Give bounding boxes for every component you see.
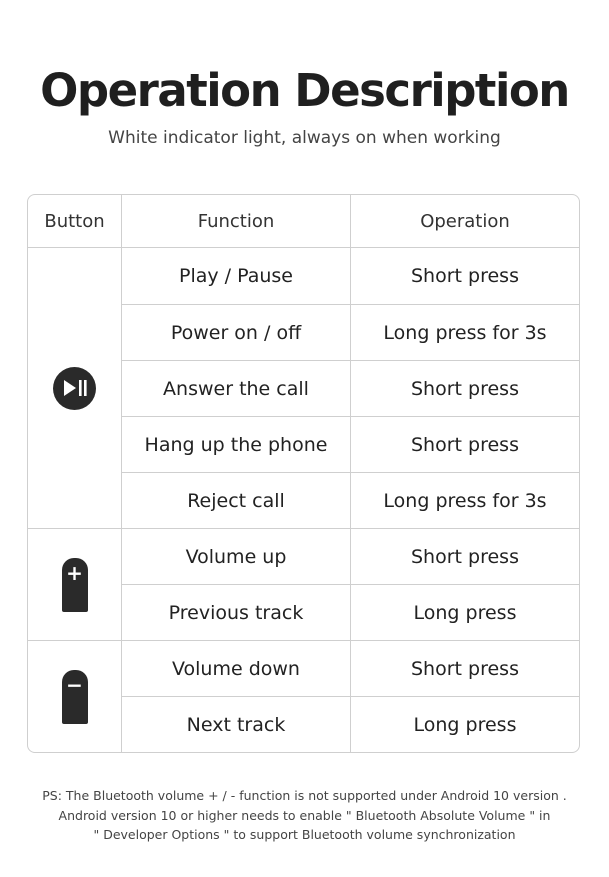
operation-cell: Short press	[411, 377, 519, 400]
function-cell: Answer the call	[163, 377, 309, 400]
button-cell-volume-up	[28, 529, 121, 640]
header-function: Function	[197, 211, 275, 232]
operation-cell: Short press	[411, 265, 519, 287]
operation-cell: Long press	[413, 713, 517, 736]
function-cell: Power on / off	[170, 321, 302, 344]
table-header	[28, 195, 579, 248]
page-title: Operation Description	[40, 64, 569, 117]
footnote-line: " Developer Options " to support Bluetooth volume synchronization	[93, 827, 516, 842]
function-cell: Play / Pause	[179, 265, 293, 287]
footnote-line: Android version 10 or higher needs to enable " Bluetooth Absolute Volume " in	[58, 807, 551, 823]
footnote	[0, 786, 609, 845]
function-cell: Volume up	[185, 545, 287, 568]
function-cell: Hang up the phone	[144, 433, 328, 456]
function-cell: Next track	[186, 713, 286, 736]
button-cell-volume-down	[28, 641, 121, 752]
header-button: Button	[44, 211, 105, 232]
function-cell: Volume down	[172, 657, 300, 680]
volume-minus-icon: −	[62, 670, 88, 724]
page-subtitle: White indicator light, always on when working	[108, 128, 501, 148]
operation-cell: Long press	[413, 601, 517, 624]
operation-cell: Long press for 3s	[383, 321, 547, 344]
volume-plus-icon: +	[62, 558, 88, 612]
operation-cell: Short press	[411, 433, 519, 456]
operation-table	[27, 194, 580, 753]
footnote-line: PS: The Bluetooth volume + / - function is not supported under Android 10 version .	[42, 788, 567, 803]
header-operation: Operation	[420, 211, 510, 232]
function-cell: Reject call	[187, 489, 285, 512]
function-cell: Previous track	[168, 601, 304, 624]
operation-cell: Short press	[411, 545, 519, 568]
play-pause-icon	[53, 367, 96, 410]
button-cell-play-pause	[28, 248, 121, 528]
operation-cell: Long press for 3s	[383, 489, 547, 512]
operation-cell: Short press	[411, 657, 519, 680]
